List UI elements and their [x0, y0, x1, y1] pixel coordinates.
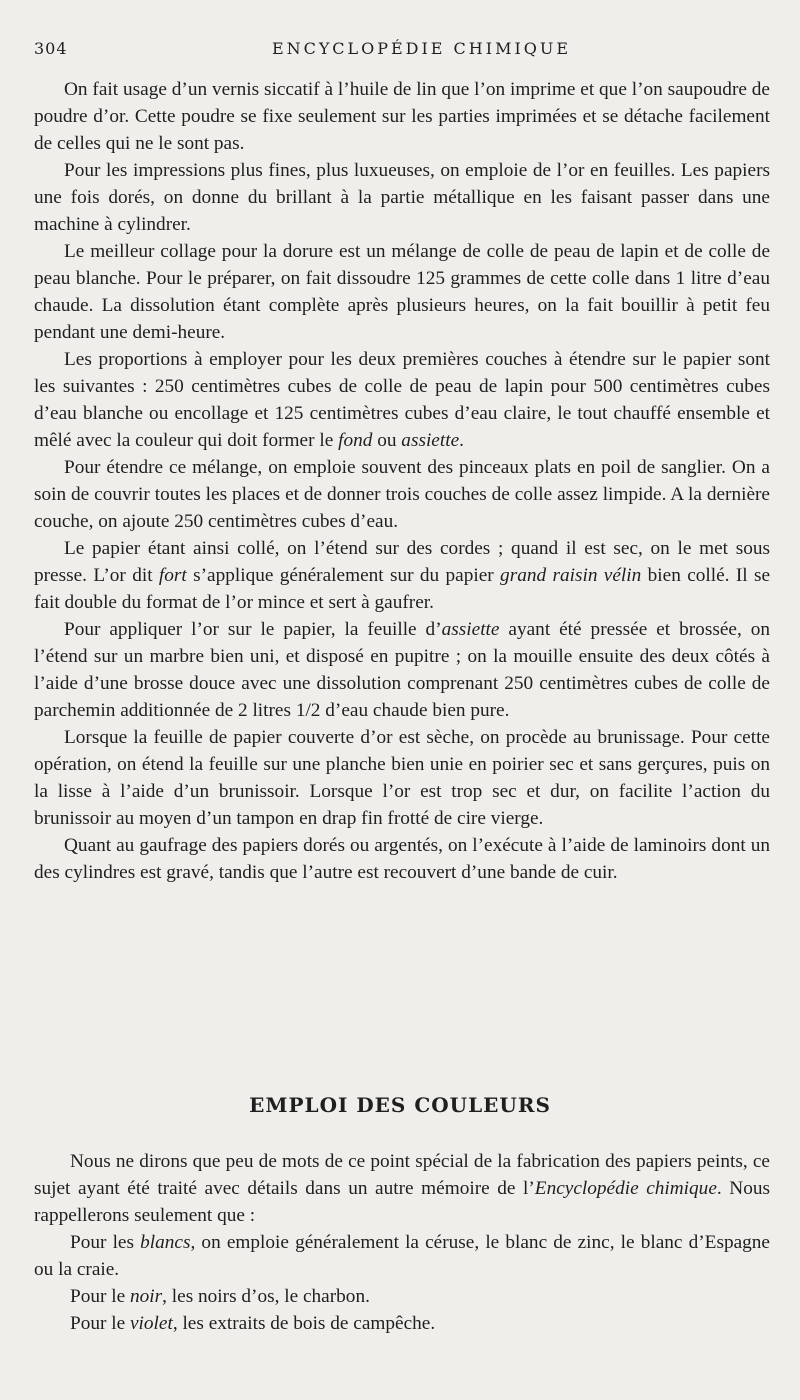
italic-term: grand raisin vélin	[500, 565, 642, 586]
main-text	[34, 76, 770, 886]
italic-term: Encyclopédie chimique	[534, 1178, 717, 1199]
italic-term: noir	[129, 1286, 163, 1307]
text-run: Pour le	[70, 1286, 130, 1307]
text-run: Nous ne dirons que peu de mots de ce point spécial de la fabrication des papiers peints, ce sujet ayant été traité avec détails dans un autre mémoire de l’	[34, 1151, 770, 1199]
italic-term: blancs	[140, 1232, 191, 1253]
text-run: Le papier étant ainsi collé, on l’étend sur des cordes ; quand il est sec, on le met sous presse. L’or dit	[34, 538, 770, 586]
text-run: .	[459, 430, 464, 451]
text-run: s’applique généralement sur du papier	[186, 565, 501, 586]
paragraph	[34, 1310, 770, 1337]
paragraph: On fait usage d’un vernis siccatif à l’huile de lin que l’on imprime et que l’on saupoudre de poudre d’or. Cette poudre se fixe seulement sur les parties imprimées et se détache facilement de celles qui ne le sont pas.	[34, 79, 770, 154]
text-run: , on emploie généralement la céruse, le blanc de zinc, le blanc d’Espagne ou la craie.	[34, 1232, 770, 1280]
paragraph	[34, 1283, 770, 1310]
paragraph	[34, 1148, 770, 1229]
text-run: , les extraits de bois de campêche.	[172, 1313, 436, 1334]
paragraph: Quant au gaufrage des papiers dorés ou argentés, on l’exécute à l’aide de laminoirs dont un des cylindres est gravé, tandis que l’autre est recouvert d’une bande de cuir.	[34, 835, 770, 883]
section-heading: EMPLOI DES COULEURS	[249, 1093, 551, 1117]
paragraph: Pour étendre ce mélange, on emploie souvent des pinceaux plats en poil de sanglier. On a soin de couvrir toutes les places et de donner trois couches de colle assez limpide. A la dernière couche, on ajoute 250 centimètres cubes d’eau.	[34, 457, 770, 532]
text-run: ayant été pressée et brossée, on l’étend sur un marbre bien uni, et disposé en pupitre ; on la mouille ensuite des deux côtés à l’aide d’une brosse douce avec une dissolution comprenant 250 centimètres cubes de colle de parchemin additionnée de 2 litres 1/2 d’eau chaude bien pure.	[34, 619, 770, 721]
text-run: Pour appliquer l’or sur le papier, la feuille d’	[64, 619, 442, 640]
italic-term: fond	[338, 430, 373, 451]
paragraph	[34, 616, 770, 724]
italic-term: assiette	[441, 619, 500, 640]
page-number: 304	[34, 39, 68, 58]
italic-term: violet	[129, 1313, 173, 1334]
text-run: Pour les	[70, 1232, 141, 1253]
text-run: , les noirs d’os, le charbon.	[162, 1286, 370, 1307]
text-run: . Nous rappellerons seulement que :	[34, 1178, 770, 1226]
paragraph: Pour les impressions plus fines, plus luxueuses, on emploie de l’or en feuilles. Les papiers une fois dorés, on donne du brillant à la partie métallique en les faisant passer dans une machine à cylindrer.	[34, 160, 770, 235]
italic-term: assiette	[401, 430, 460, 451]
text-run: Les proportions à employer pour les deux premières couches à étendre sur le papier sont les suivantes : 250 centimètres cubes de colle de peau de lapin pour 500 centimètres cubes d’eau blanche ou encollage et 125 centimètres cubes d’eau claire, le tout chauffé ensemble et mêlé avec la couleur qui doit former le	[34, 349, 770, 451]
page-header	[34, 33, 774, 63]
paragraph	[34, 1229, 770, 1283]
text-run: bien collé. Il se fait double du format de l’or mince et sert à gaufrer.	[34, 565, 771, 613]
paragraph: Le meilleur collage pour la dorure est un mélange de colle de peau de lapin et de colle de peau blanche. Pour le préparer, on fait dissoudre 125 grammes de cette colle dans 1 litre d’eau chaude. La dissolution étant complète après plusieurs heures, on la fait bouillir à petit feu pendant une demi-heure.	[34, 241, 770, 343]
italic-term: fort	[158, 565, 187, 586]
paragraph: Lorsque la feuille de papier couverte d’or est sèche, on procède au brunissage. Pour cette opération, on étend la feuille sur une planche bien unie en poirier sec et sans gerçures, puis on la lisse à l’aide d’un brunissoir. Lorsque l’or est trop sec et dur, on facilite l’action du brunissoir au moyen d’un tampon en drap fin frotté de cire vierge.	[34, 727, 770, 829]
running-title: ENCYCLOPÉDIE CHIMIQUE	[272, 39, 572, 58]
section-text	[34, 1148, 770, 1337]
paragraph	[34, 535, 770, 616]
text-run: Pour le	[70, 1313, 130, 1334]
paragraph	[34, 346, 770, 454]
text-run: ou	[372, 430, 402, 451]
